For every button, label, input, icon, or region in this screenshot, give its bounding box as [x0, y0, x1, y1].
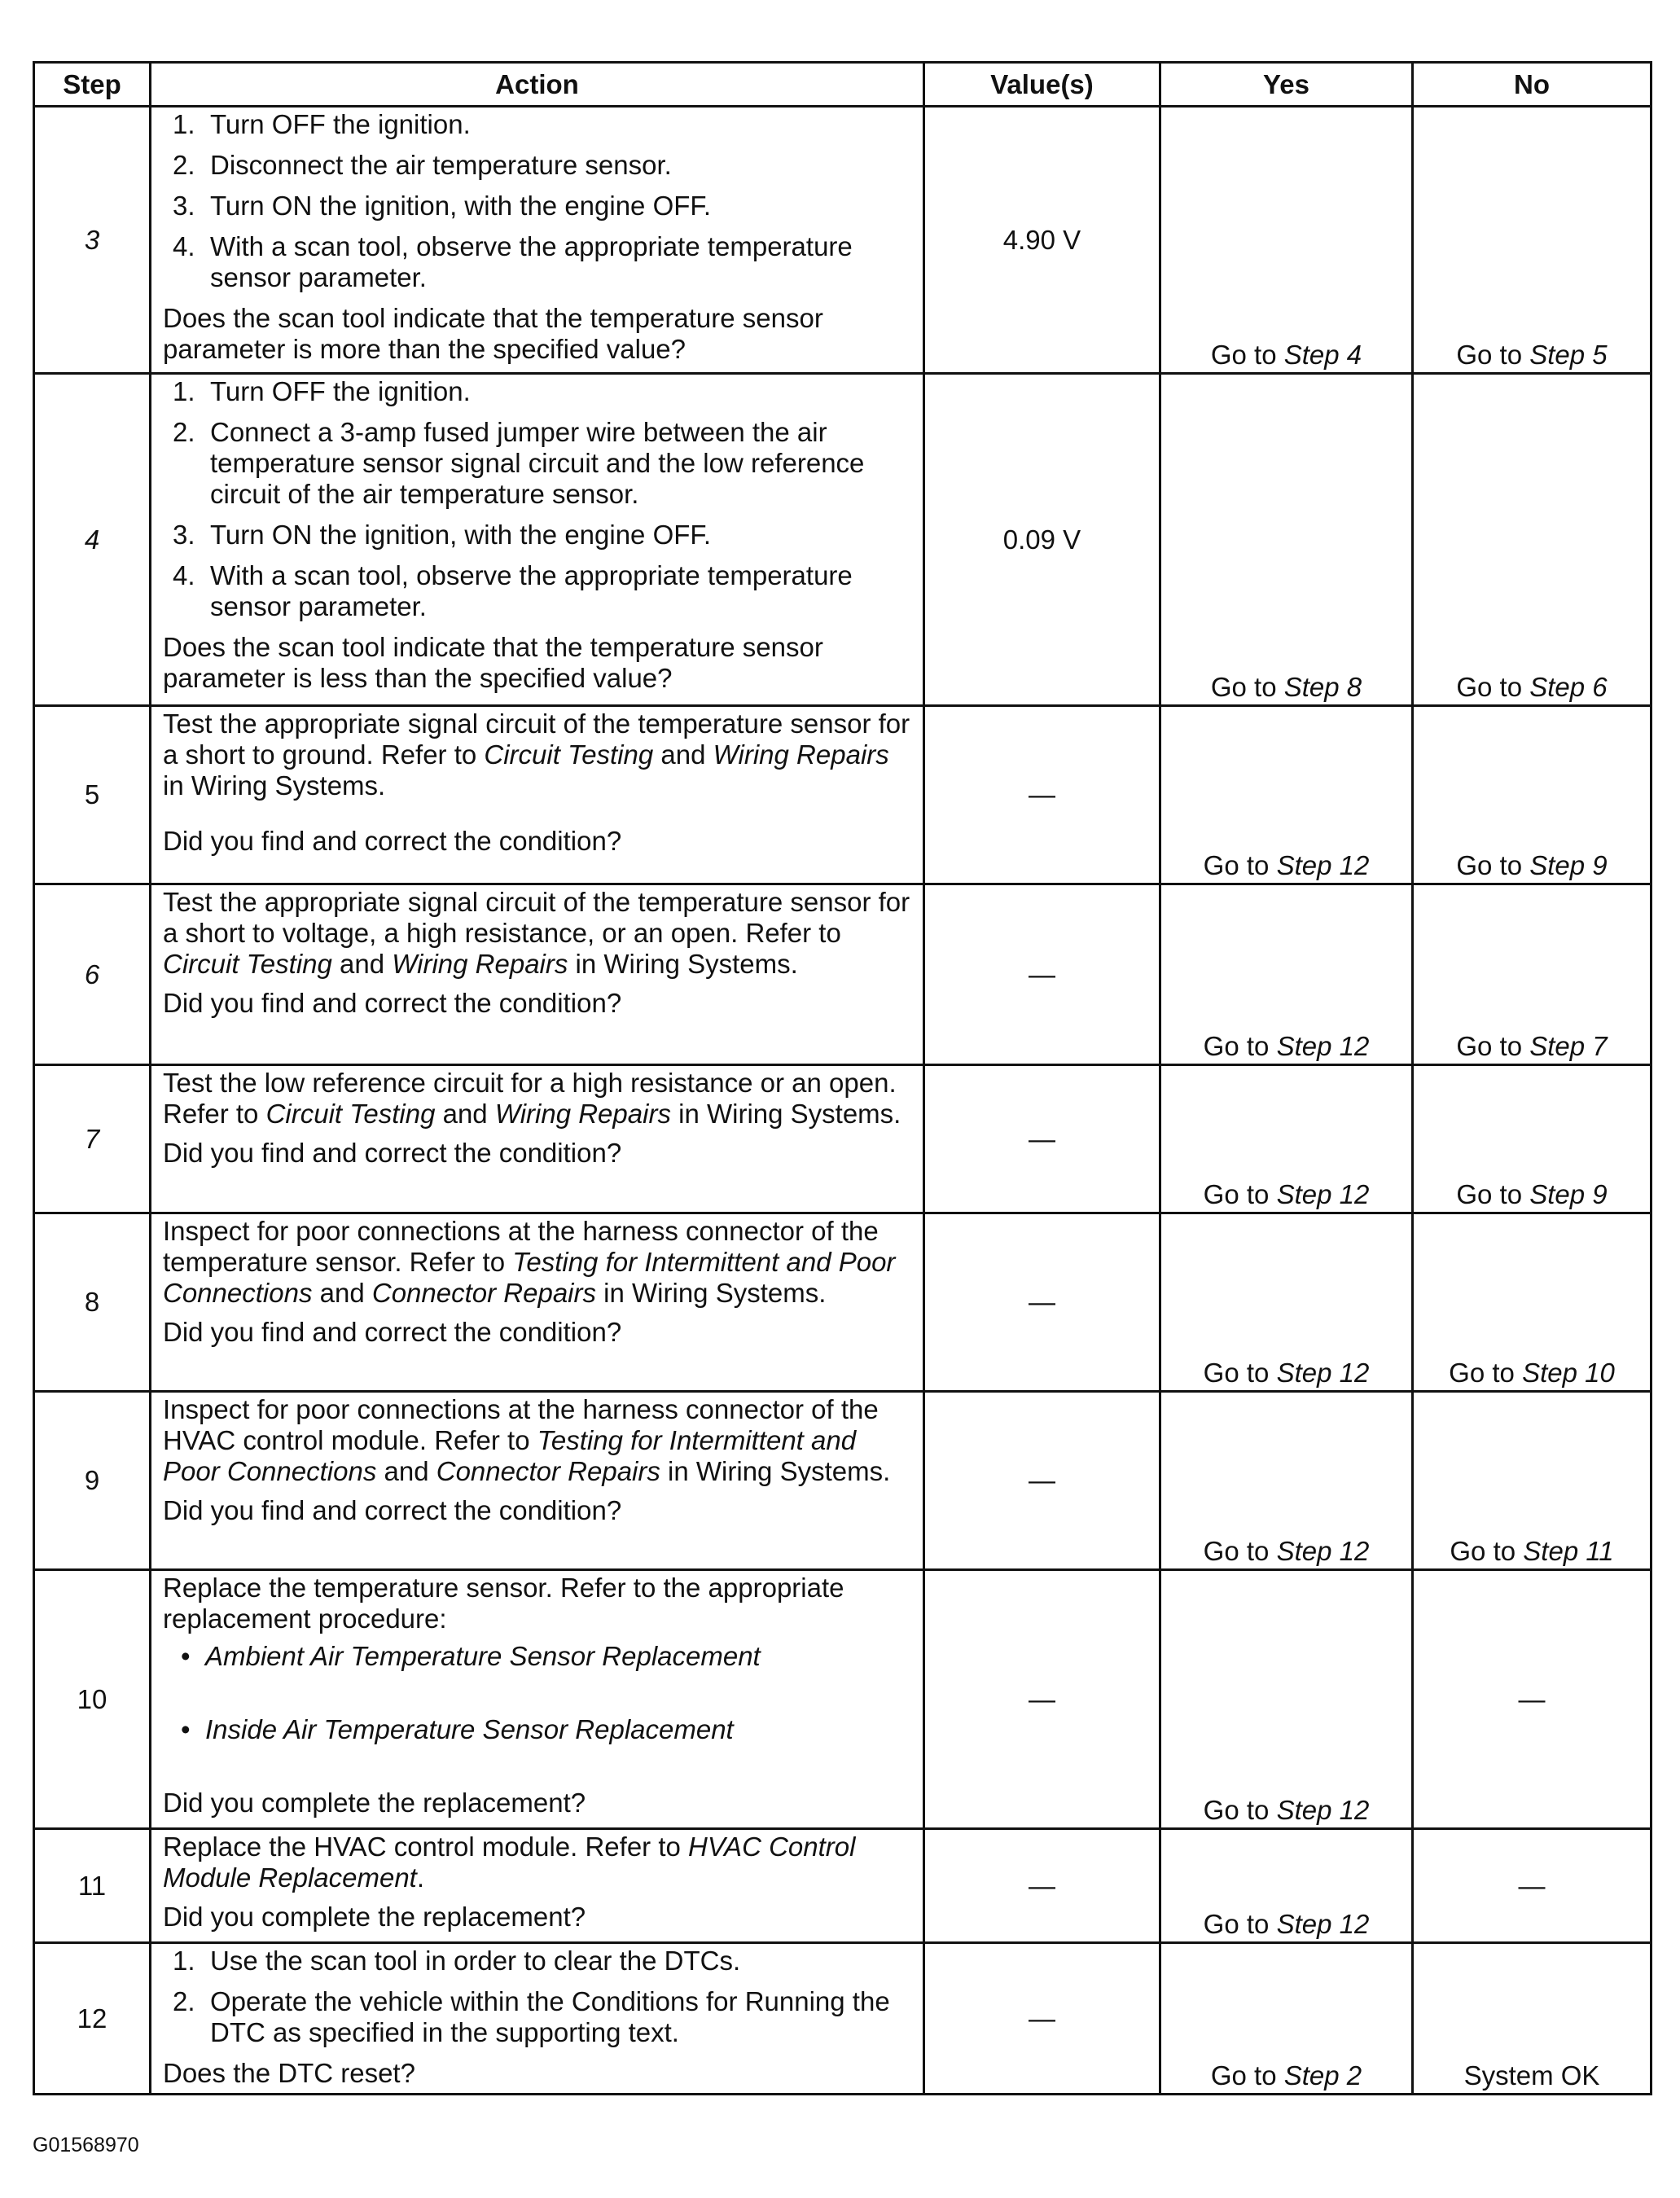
no-cell: Go to Step 6: [1413, 374, 1651, 706]
action-question: Did you find and correct the condition?: [163, 826, 622, 856]
action-cell: [151, 1829, 924, 1943]
yes-cell: Go to Step 2: [1160, 1943, 1413, 2095]
yes-cell: Go to Step 12: [1160, 1213, 1413, 1392]
action-cell: [151, 706, 924, 884]
step-reference: Step 12: [1276, 1031, 1370, 1061]
value-cell: 4.90 V: [924, 107, 1160, 374]
step-reference: Step 12: [1276, 850, 1370, 880]
procedure-step: 1. Use the scan tool in order to clear the DTCs.: [173, 1946, 741, 1976]
value-cell: —: [924, 706, 1160, 884]
step-reference: Step 12: [1276, 1358, 1370, 1388]
procedure-step: 2. Operate the vehicle within the Conditions for Running the DTC as specified in the supporting text.: [173, 1986, 890, 2047]
value-cell: —: [924, 884, 1160, 1065]
action-cell: [151, 1392, 924, 1570]
action-cell: [151, 374, 924, 706]
value-cell: —: [924, 1570, 1160, 1829]
action-cell: [151, 1213, 924, 1392]
no-cell: Go to Step 10: [1413, 1213, 1651, 1392]
yes-cell: Go to Step 12: [1160, 1065, 1413, 1213]
action-cell: [151, 1570, 924, 1829]
no-cell: —: [1413, 1829, 1651, 1943]
yes-cell: Go to Step 8: [1160, 374, 1413, 706]
table-row: [34, 1570, 1651, 1829]
step-number: 12: [34, 1943, 151, 2095]
table-row: [34, 884, 1651, 1065]
table-row: [34, 1213, 1651, 1392]
action-question: Does the scan tool indicate that the temperature sensor parameter is less than the specified value?: [163, 632, 823, 693]
yes-cell: Go to Step 12: [1160, 1570, 1413, 1829]
header-action: Action: [151, 63, 924, 107]
step-reference: Step 9: [1529, 850, 1608, 880]
step-reference: Step 12: [1276, 1179, 1370, 1209]
action-question: Did you find and correct the condition?: [163, 988, 622, 1018]
yes-cell: Go to Step 12: [1160, 884, 1413, 1065]
step-reference: Step 11: [1523, 1536, 1614, 1566]
value-cell: —: [924, 1943, 1160, 2095]
action-cell: [151, 1065, 924, 1213]
step-number: 7: [34, 1065, 151, 1213]
action-question: Did you complete the replacement?: [163, 1902, 586, 1932]
step-reference: Step 9: [1529, 1179, 1608, 1209]
step-number: 5: [34, 706, 151, 884]
bullet-item: • Inside Air Temperature Sensor Replacement: [181, 1714, 911, 1745]
value-cell: 0.09 V: [924, 374, 1160, 706]
action-question: Did you find and correct the condition?: [163, 1495, 622, 1525]
action-text: Test the low reference circuit for a high resistance or an open. Refer to Circuit Testing and Wiring Repairs in Wiring Systems.: [163, 1068, 901, 1129]
action-question: Does the scan tool indicate that the temperature sensor parameter is more than the specified value?: [163, 303, 823, 364]
action-cell: [151, 1943, 924, 2095]
yes-cell: Go to Step 12: [1160, 1392, 1413, 1570]
table-row: [34, 1065, 1651, 1213]
header-no: No: [1413, 63, 1651, 107]
step-reference: Step 4: [1283, 340, 1362, 370]
action-question: Did you find and correct the condition?: [163, 1317, 622, 1347]
no-cell: Go to Step 5: [1413, 107, 1651, 374]
action-question: Did you find and correct the condition?: [163, 1138, 622, 1168]
no-cell: Go to Step 7: [1413, 884, 1651, 1065]
no-cell: Go to Step 9: [1413, 706, 1651, 884]
step-reference: Step 7: [1529, 1031, 1608, 1061]
no-cell: Go to Step 11: [1413, 1392, 1651, 1570]
procedure-step: 2. Connect a 3-amp fused jumper wire between the air temperature sensor signal circuit and the low reference circuit of the air temperature sensor.: [173, 417, 865, 509]
diagnostic-table: [33, 61, 1652, 2095]
value-cell: —: [924, 1392, 1160, 1570]
yes-cell: Go to Step 12: [1160, 706, 1413, 884]
header-row: [34, 63, 1651, 107]
step-number: 9: [34, 1392, 151, 1570]
yes-cell: Go to Step 4: [1160, 107, 1413, 374]
action-text: Test the appropriate signal circuit of the temperature sensor for a short to voltage, a high resistance, or an open. Refer to Circuit Testing and Wiring Repairs in Wiring Systems.: [163, 887, 910, 979]
step-number: 6: [34, 884, 151, 1065]
step-reference: Step 5: [1529, 340, 1608, 370]
action-question: Did you complete the replacement?: [163, 1788, 586, 1818]
action-text: Test the appropriate signal circuit of the temperature sensor for a short to ground. Refer to Circuit Testing and Wiring Repairs in Wiring Systems.: [163, 709, 910, 801]
yes-cell: Go to Step 12: [1160, 1829, 1413, 1943]
header-value: Value(s): [924, 63, 1160, 107]
header-yes: Yes: [1160, 63, 1413, 107]
step-number: 10: [34, 1570, 151, 1829]
procedure-step: 1. Turn OFF the ignition.: [173, 376, 471, 406]
action-cell: [151, 884, 924, 1065]
step-reference: Step 2: [1283, 2060, 1362, 2091]
procedure-step: 2. Disconnect the air temperature sensor.: [173, 150, 672, 180]
procedure-step: 1. Turn OFF the ignition.: [173, 109, 471, 139]
action-text: Replace the HVAC control module. Refer to HVAC Control Module Replacement.: [163, 1832, 856, 1893]
figure-code: G01568970: [33, 2134, 139, 2156]
action-text: Inspect for poor connections at the harness connector of the temperature sensor. Refer to Testing for Intermittent and Poor Connections and Connector Repairs in Wiring Systems.: [163, 1216, 896, 1308]
no-cell: System OK: [1413, 1943, 1651, 2095]
procedure-step: 4. With a scan tool, observe the appropriate temperature sensor parameter.: [173, 560, 853, 621]
table-row: [34, 1829, 1651, 1943]
procedure-step: 4. With a scan tool, observe the appropriate temperature sensor parameter.: [173, 231, 853, 292]
action-text: Inspect for poor connections at the harness connector of the HVAC control module. Refer to Testing for Intermittent and Poor Connections and Connector Repairs in Wiring Systems.: [163, 1394, 891, 1486]
bullet-item: • Ambient Air Temperature Sensor Replacement: [181, 1641, 911, 1672]
no-cell: —: [1413, 1570, 1651, 1829]
table-row: [34, 1943, 1651, 2095]
step-reference: Step 12: [1276, 1536, 1370, 1566]
step-reference: Step 12: [1276, 1795, 1370, 1825]
step-reference: Step 10: [1522, 1358, 1615, 1388]
step-reference: Step 6: [1529, 672, 1608, 702]
step-number: 8: [34, 1213, 151, 1392]
step-number: 11: [34, 1829, 151, 1943]
action-text: Replace the temperature sensor. Refer to the appropriate replacement procedure:: [163, 1573, 844, 1634]
table-row: [34, 374, 1651, 706]
table-row: [34, 706, 1651, 884]
action-cell: [151, 107, 924, 374]
procedure-step: 3. Turn ON the ignition, with the engine OFF.: [173, 191, 712, 221]
value-cell: —: [924, 1065, 1160, 1213]
no-cell: Go to Step 9: [1413, 1065, 1651, 1213]
step-reference: Step 12: [1276, 1909, 1370, 1939]
step-number: 3: [34, 107, 151, 374]
step-number: 4: [34, 374, 151, 706]
step-reference: Step 8: [1283, 672, 1362, 702]
value-cell: —: [924, 1829, 1160, 1943]
procedure-step: 3. Turn ON the ignition, with the engine OFF.: [173, 520, 712, 550]
table-row: [34, 1392, 1651, 1570]
action-question: Does the DTC reset?: [163, 2058, 415, 2088]
header-step: Step: [34, 63, 151, 107]
table-row: [34, 107, 1651, 374]
value-cell: —: [924, 1213, 1160, 1392]
